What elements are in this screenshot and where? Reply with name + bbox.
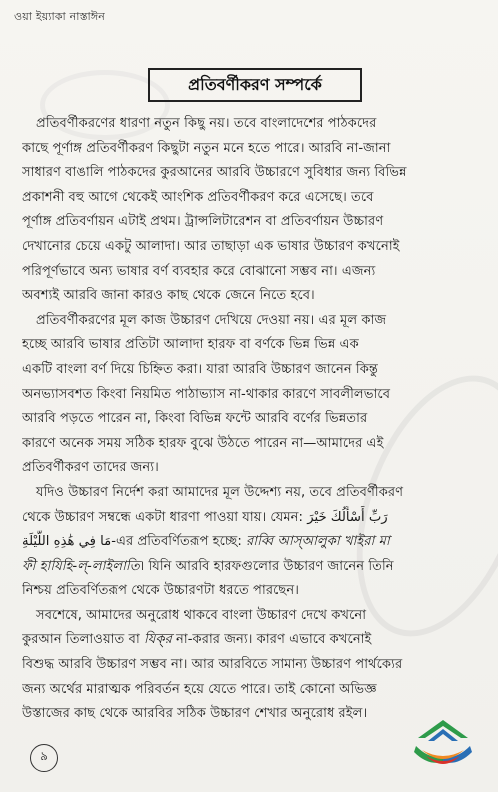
text-line: কারণে অনেক সময় সঠিক হারফ বুঝে উঠতে পারেন না—আমাদের এই bbox=[22, 435, 384, 451]
text-line: সবশেষে, আমাদের অনুরোধ থাকবে বাংলা উচ্চারণ দেখে কখনো bbox=[36, 607, 367, 623]
text-line: দেখানোর চেয়ে একটু আলাদা। আর তাছাড়া এক ভাষার উচ্চারণ কখনোই bbox=[22, 238, 400, 254]
text-line: বিশুদ্ধ আরবি উচ্চারণ সম্ভব না। আর আরবিতে সামান্য উচ্চারণ পার্থক্যের bbox=[22, 657, 403, 673]
text-line: জন্য অর্থের মারাত্মক পরিবর্তন হয়ে যেতে পারে। তাই কোনো অভিজ্ঞ bbox=[22, 681, 377, 697]
section-title-text: প্রতিবর্ণীকরণ সম্পর্কে bbox=[188, 74, 322, 94]
text-line: প্রতিবর্ণীকরণ তাদের জন্য। bbox=[22, 460, 159, 476]
text-line: হচ্ছে আরবি ভাষার প্রতিটা আলাদা হারফ বা বর্ণকে ভিন্ন ভিন্ন এক bbox=[22, 337, 359, 353]
text-line: উস্তাজের কাছ থেকে আরবির সঠিক উচ্চারণ শেখার অনুরোধ রইল। bbox=[22, 706, 368, 722]
transliteration-text: রাব্বি আস্‌আলুকা খাইরা মা bbox=[246, 534, 390, 550]
text-line bbox=[22, 555, 474, 580]
italic-term: যিক্‌র bbox=[144, 632, 172, 648]
body-text bbox=[22, 112, 474, 727]
text-line: পূর্ণাঙ্গ প্রতিবর্ণায়ন এটাই প্রথম। ট্রান্সলিটারেশন বা প্রতিবর্ণায়ন উচ্চারণ bbox=[22, 214, 384, 230]
page-number bbox=[30, 744, 58, 772]
text-segment: -এর প্রতিবর্ণিতরূপ হচ্ছে: bbox=[111, 534, 247, 550]
text-line: পরিপূর্ণভাবে অন্য ভাষার বর্ণ ব্যবহার করে বোঝানো সম্ভব না। এজন্য bbox=[22, 263, 376, 279]
arabic-text: رَبِّ أَسْأَلُكَ خَيْرَ bbox=[307, 509, 388, 525]
text-line: নিশ্চয় প্রতিবর্ণিতরূপ থেকে উচ্চারণটা ধরতে পারছেন। bbox=[22, 583, 299, 599]
arabic-text: مَا فِي هَٰذِهِ اللَّيْلَةِ bbox=[22, 534, 112, 550]
text-segment: না-করার জন্য। কারণ এভাবে কখনোই bbox=[171, 632, 372, 648]
text-segment: কুরআন তিলাওয়াত বা bbox=[22, 632, 144, 648]
text-line: আরবি পড়তে পারেন না, কিংবা বিভিন্ন ফন্টে আরবি বর্ণের ভিন্নতার bbox=[22, 411, 368, 427]
text-line: যদিও উচ্চারণ নির্দেশ করা আমাদের মূল উদ্দেশ্য নয়, তবে প্রতিবর্ণীকরণ bbox=[36, 484, 404, 500]
text-line: একটি বাংলা বর্ণ দিয়ে চিহ্নিত করা। যারা আরবি উচ্চারণ জানেন কিন্তু bbox=[22, 361, 379, 377]
text-line: প্রকাশনী বহু আগে থেকেই আংশিক প্রতিবর্ণীকরণ করে এসেছে। তবে bbox=[22, 189, 374, 205]
text-line: অনভ্যাসবশত কিংবা নিয়মিত পাঠাভ্যাস না-থাকার কারণে সাবলীলভাবে bbox=[22, 386, 391, 402]
text-line bbox=[22, 506, 474, 531]
text-segment: । যিনি আরবি হারফগুলোর উচ্চারণ জানেন তিনি bbox=[139, 558, 394, 574]
text-line: প্রতিবর্ণীকরণের মূল কাজ উচ্চারণ দেখিয়ে দেওয়া নয়। এর মূল কাজ bbox=[36, 312, 387, 328]
text-line: সাধারণ বাঙালি পাঠকদের কুরআনের আরবি উচ্চারণে সুবিধার জন্য বিভিন্ন bbox=[22, 165, 407, 181]
publisher-logo-icon bbox=[408, 716, 478, 772]
text-line: কাছে পূর্ণাঙ্গ প্রতিবর্ণীকরণ কিছুটা নতুন মনে হতে পারে। আরবি না-জানা bbox=[22, 140, 391, 156]
text-segment: থেকে উচ্চারণ সম্বন্ধে একটা ধারণা পাওয়া যায়। যেমন: bbox=[22, 509, 308, 525]
text-line bbox=[22, 530, 474, 555]
running-header: ওয়া ইয়্যাকা নাস্তাঈন bbox=[14, 10, 106, 23]
transliteration-text: ফী হাযিহি-ল্‌-লাইলাতি bbox=[22, 558, 140, 574]
text-line bbox=[22, 628, 474, 653]
text-line: প্রতিবর্ণীকরণের ধারণা নতুন কিছু নয়। তবে বাংলাদেশের পাঠকদের bbox=[36, 116, 377, 131]
section-title bbox=[148, 68, 362, 102]
page-number-text: ৯ bbox=[40, 749, 48, 763]
text-line: অবশ্যই আরবি জানা কারও কাছ থেকে জেনে নিতে হবে। bbox=[22, 288, 315, 304]
